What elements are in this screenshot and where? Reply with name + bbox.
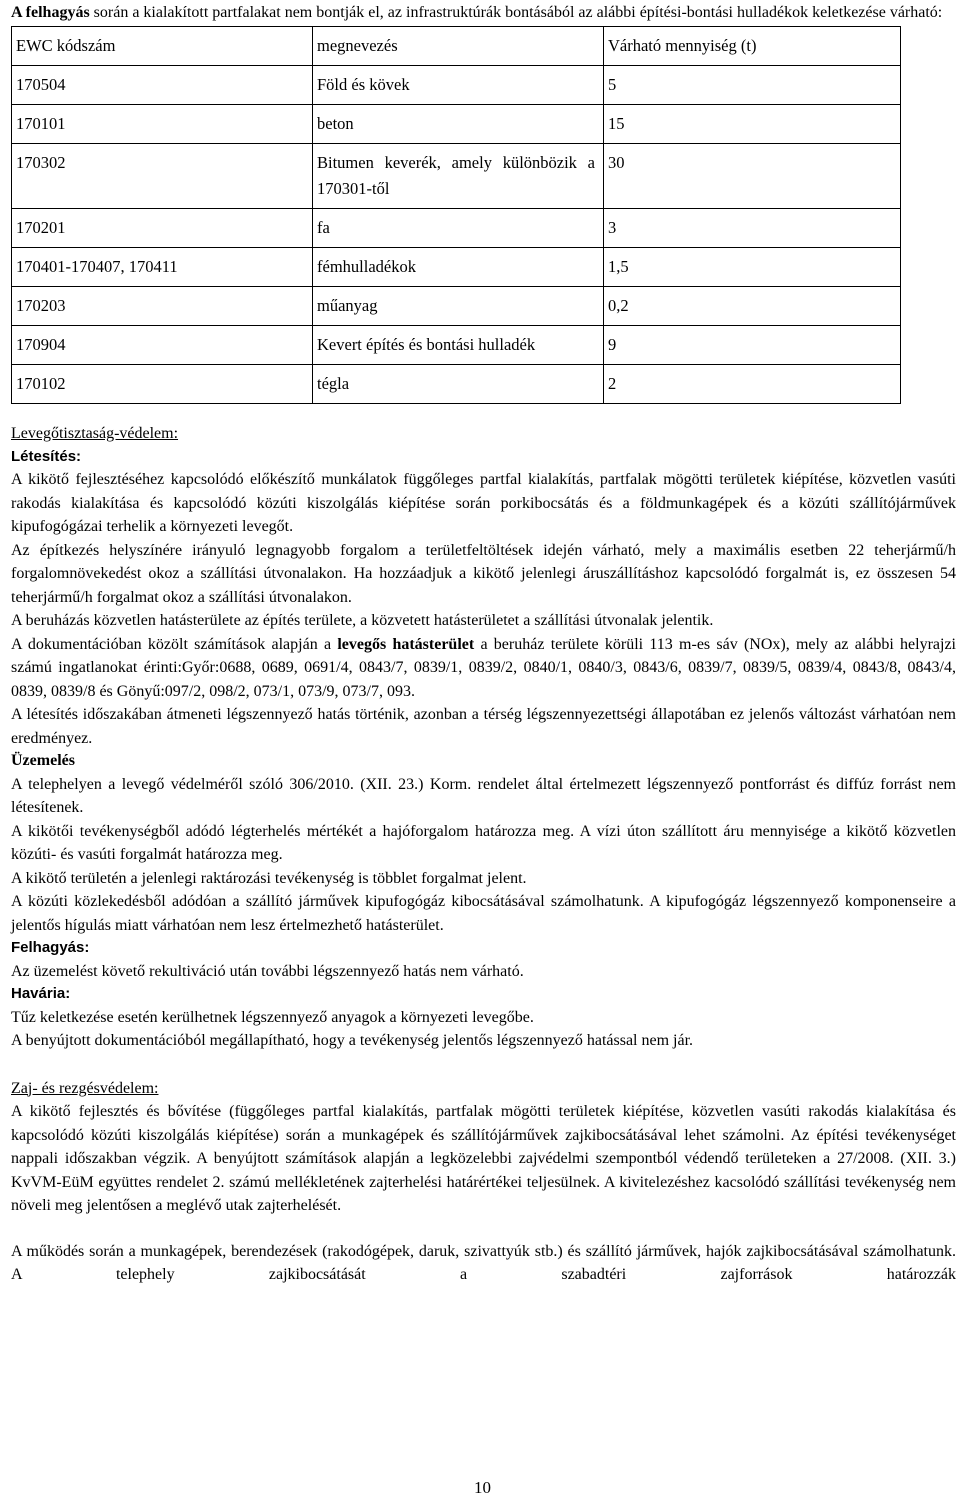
table-row [12, 144, 901, 209]
waste-table [11, 26, 901, 404]
spacer [11, 1053, 956, 1077]
letesites-heading: Létesítés: [11, 447, 82, 465]
table-row [12, 248, 901, 287]
air-paragraph: A kikötő fejlesztéséhez kapcsolódó előkészítő munkálatok függőleges partfal kialakítás, partfalak mögötti területek kiépítése, közvetlen vasúti rakodás kialakítása és kapcsolódó közúti kiszolgálás kiépítése során porkibocsátás és a földmunkagépek és a közúti szállítójárművek kipufogógázai terhelik a környezeti levegőt. [11, 471, 956, 535]
page-number: 10 [474, 1478, 491, 1497]
air-paragraph: Tűz keletkezése esetén kerülhetnek légszennyező anyagok a környezeti levegőbe. [11, 1008, 534, 1026]
header-name: megnevezés [313, 27, 604, 66]
header-ewc: EWC kódszám [12, 27, 313, 66]
intro-text: során a kialakított partfalakat nem bontják el, az infrastruktúrák bontásából az alábbi építési-bontási hulladékok keletkezése várható: [89, 4, 943, 21]
noise-paragraph: A kikötő fejlesztés és bővítése (függőleges partfal kialakítás, partfalak mögötti területek kiépítése, közvetlen vasúti rakodás kialakítása és kapcsolódó közúti kiszolgálás kiépítése) során a munkagépek és szállítójárművek zajkibocsátásával lehet számolni. Az építési tevékenységet nappali időszakban végzik. A benyújtott számítások alapján a legközelebbi zajvédelmi szempontból védendő területeken a 27/2008. (XII. 3.) KvVM-EüM együttes rendelet 2. számú mellékletének zajterhelési határértékei teljesülnek. A kivitelezéshez kacsolódó szállítási tevékenység nem növeli meg jelentősen a meglévő utak zajterhelését. [11, 1103, 956, 1214]
air-paragraph: A létesítés időszakában átmeneti légszennyező hatás történik, azonban a térség légszennyezettségi állapotában ez jelenős változást várhatóan nem eredményez. [11, 706, 956, 747]
felhagyas-heading: Felhagyás: [11, 939, 90, 956]
table-row [12, 66, 901, 105]
air-paragraph: Az üzemelést követő rekultiváció után további légszennyező hatás nem várható. [11, 962, 524, 980]
cell-code: 170504 [12, 66, 313, 105]
air-paragraph: A kikötő területén a jelenlegi raktározási tevékenység is többlet forgalmat jelent. [11, 869, 527, 887]
cell-name: fémhulladékok [313, 248, 604, 287]
cell-quantity: 3 [604, 209, 901, 248]
air-paragraph: A beruházás közvetlen hatásterülete az építés területe, a közvetett hatásterületet a szállítási útvonalak jelentik. [11, 612, 714, 629]
cell-quantity: 1,5 [604, 248, 901, 287]
cell-code: 170101 [12, 105, 313, 144]
table-row [12, 209, 901, 248]
cell-quantity: 30 [604, 144, 901, 209]
spacer [11, 404, 956, 422]
cell-name: Bitumen keverék, amely különbözik a 170301-től [313, 144, 604, 209]
cell-code: 170102 [12, 365, 313, 404]
cell-quantity: 9 [604, 326, 901, 365]
intro-paragraph [11, 2, 956, 23]
impact-zone-term: levegős hatásterület [337, 635, 475, 653]
air-paragraph: A telephelyen a levegő védelméről szóló 306/2010. (XII. 23.) Korm. rendelet által értelmezett légszennyező pontforrást és diffúz forrást nem létesítenek. [11, 775, 956, 816]
cell-code: 170201 [12, 209, 313, 248]
impact-text-a: A dokumentációban közölt számítások alapján a [11, 635, 338, 653]
cell-code: 170401-170407, 170411 [12, 248, 313, 287]
uzemeles-heading: Üzemelés [11, 752, 75, 769]
spacer [11, 1218, 956, 1240]
header-quantity: Várható mennyiség (t) [604, 27, 901, 66]
cell-name: Kevert építés és bontási hulladék [313, 326, 604, 365]
cell-name: műanyag [313, 287, 604, 326]
cell-quantity: 2 [604, 365, 901, 404]
impact-text-b: a beruház területe körüli 113 m-es sáv (NOx), mely az alábbi helyrajzi számú ingatlanokat érinti:Győr:0688, 0689, 0691/4, 0843/7, 0839/1, 0839/2, 0840/1, 0840/3, 0843/6, 0839/7, 0839/5, 0839/4, 0843/8, 0843/4, 0839, 0839/8 és Gönyű:097/2, 098/2, 073/1, 073/9, 073/7, 093. [11, 635, 957, 700]
intro-lead: A felhagyás [11, 4, 90, 21]
document-page [11, 0, 956, 1287]
air-paragraph: A közúti közlekedésből adódóan a szállító járművek kipufogógáz kibocsátásával számolhatunk. A kipufogógáz légszennyező komponenseire a jelentős hígulás miatt várhatóan nem lesz értelmezhető hatásterület. [11, 893, 956, 934]
noise-heading: Zaj- és rezgésvédelem: [11, 1079, 159, 1097]
cell-code: 170302 [12, 144, 313, 209]
air-paragraph: Az építkezés helyszínére irányuló legnagyobb forgalom a területfeltöltések idején várható, mely a maximális esetben 22 teherjármű/h forgalomnövekedést okoz a szállítási útvonalakon. Ha hozzáadjuk a kikötő jelenlegi áruszállításhoz kapcsolódó forgalmát is, ez összesen 54 teherjármű/h forgalmat okoz a szállítási útvonalakon. [11, 541, 956, 606]
cell-code: 170203 [12, 287, 313, 326]
table-row [12, 105, 901, 144]
cell-quantity: 0,2 [604, 287, 901, 326]
havaria-heading: Havária: [11, 985, 71, 1002]
air-paragraph: A kikötői tevékenységből adódó légterhelés mértékét a hajóforgalom határozza meg. A vízi úton szállított áru mennyisége a kikötő közvetlen közúti- és vasúti forgalmát határozza meg. [11, 822, 956, 863]
cell-name: Föld és kövek [313, 66, 604, 105]
table-row [12, 326, 901, 365]
cell-quantity: 15 [604, 105, 901, 144]
air-paragraph-impact-zone [11, 633, 956, 704]
noise-paragraph: A működés során a munkagépek, berendezések (rakodógépek, daruk, szivattyúk stb.) és szállító járművek, hajók zajkibocsátásával számolhatunk. A telephely zajkibocsátását a szabadtéri zajforrások határozzák [11, 1242, 956, 1283]
cell-quantity: 5 [604, 66, 901, 105]
cell-name: tégla [313, 365, 604, 404]
table-header-row [12, 27, 901, 66]
table-row [12, 287, 901, 326]
table-row [12, 365, 901, 404]
cell-name: fa [313, 209, 604, 248]
cell-code: 170904 [12, 326, 313, 365]
cell-name: beton [313, 105, 604, 144]
air-heading: Levegőtisztaság-védelem: [11, 425, 179, 442]
air-paragraph: A benyújtott dokumentációból megállapítható, hogy a tevékenység jelentős légszennyező hatással nem jár. [11, 1032, 694, 1049]
